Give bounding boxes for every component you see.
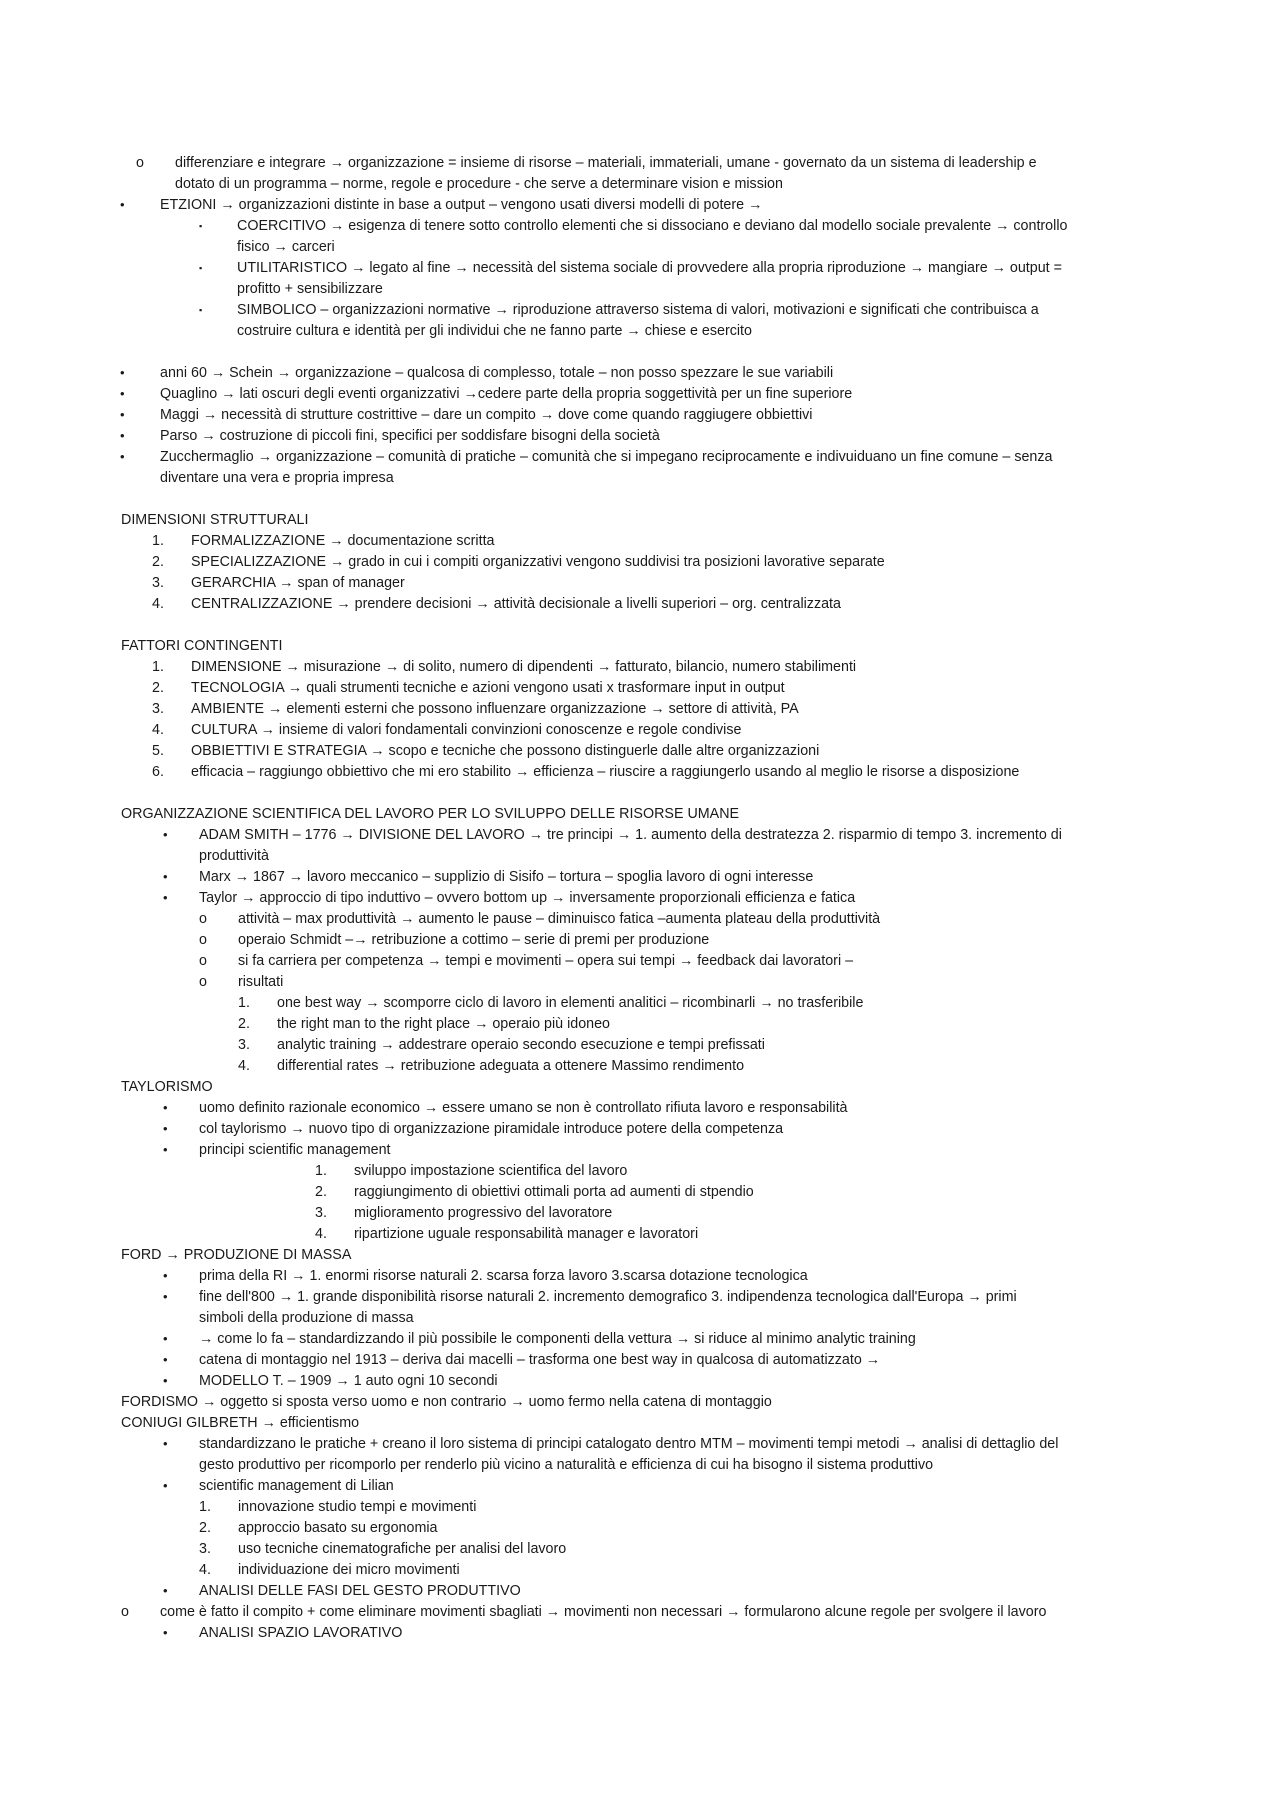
- fordismo-line: FORDISMO → oggetto si sposta verso uomo e non contrario → uomo fermo nella catena di montaggio: [121, 1394, 772, 1410]
- number-marker: 2.: [152, 680, 164, 696]
- ford-item: MODELLO T. – 1909 → 1 auto ogni 10 secondi: [199, 1373, 498, 1389]
- dimensioni-item: CENTRALIZZAZIONE → prendere decisioni → attività decisionale a livelli superiori – org. centralizzata: [191, 596, 841, 612]
- bullet-marker: •: [163, 1121, 168, 1136]
- number-marker: 1.: [238, 995, 250, 1011]
- section-title-ford: FORD → PRODUZIONE DI MASSA: [121, 1247, 352, 1263]
- fattori-item: TECNOLOGIA → quali strumenti tecniche e azioni vengono usati x trasformare input in output: [191, 680, 785, 696]
- marx-line: Marx → 1867 → lavoro meccanico – supplizio di Sisifo – tortura – spoglia lavoro di ogni interesse: [199, 869, 814, 885]
- zucchermaglio-line1: Zucchermaglio → organizzazione – comunità di pratiche – comunità che si impegano reciprocamente e indivuiduano un fine comune – senza: [160, 449, 1053, 465]
- ford-item: prima della RI → 1. enormi risorse naturali 2. scarsa forza lavoro 3.scarsa dotazione tecnologica: [199, 1268, 808, 1284]
- coercitivo-line2: fisico → carceri: [237, 239, 335, 255]
- number-marker: 4.: [315, 1226, 327, 1242]
- ford-item-line2: simboli della produzione di massa: [199, 1310, 414, 1326]
- analisi-spazio-line: ANALISI SPAZIO LAVORATIVO: [199, 1625, 403, 1641]
- results-item: analytic training → addestrare operaio secondo esecuzione e tempi prefissati: [277, 1037, 765, 1053]
- square-bullet-marker: ▪: [199, 263, 203, 273]
- number-marker: 3.: [199, 1541, 211, 1557]
- lilian-item: individuazione dei micro movimenti: [238, 1562, 460, 1578]
- bullet-marker: •: [120, 428, 125, 443]
- bullet-marker: •: [163, 1478, 168, 1493]
- number-marker: 5.: [152, 743, 164, 759]
- dimensioni-item: GERARCHIA → span of manager: [191, 575, 405, 591]
- section-title-fattori: FATTORI CONTINGENTI: [121, 638, 283, 654]
- bullet-marker: •: [163, 827, 168, 842]
- number-marker: 2.: [152, 554, 164, 570]
- number-marker: 3.: [152, 701, 164, 717]
- bullet-marker: •: [163, 1142, 168, 1157]
- utilitaristico-line1: UTILITARISTICO → legato al fine → necessità del sistema sociale di provvedere alla propria riproduzione → mangiare → output =: [237, 260, 1062, 276]
- coercitivo-line1: COERCITIVO → esigenza di tenere sotto controllo elementi che si dissociano e deviano dal modello sociale prevalente → controllo: [237, 218, 1068, 234]
- section-title-osl: ORGANIZZAZIONE SCIENTIFICA DEL LAVORO PER LO SVILUPPO DELLE RISORSE UMANE: [121, 806, 740, 822]
- bullet-marker: •: [120, 365, 125, 380]
- fattori-item: OBBIETTIVI E STRATEGIA → scopo e tecniche che possono distinguerle dalle altre organizzazioni: [191, 743, 820, 759]
- smith-line1: ADAM SMITH – 1776 → DIVISIONE DEL LAVORO → tre principi → 1. aumento della destratezza 2. risparmio di tempo 3. incremento di: [199, 827, 1062, 843]
- principle-item: sviluppo impostazione scientifica del lavoro: [354, 1163, 628, 1179]
- number-marker: 2.: [238, 1016, 250, 1032]
- analisi-fasi-line: ANALISI DELLE FASI DEL GESTO PRODUTTIVO: [199, 1583, 521, 1599]
- number-marker: 4.: [152, 596, 164, 612]
- fattori-item: efficacia – raggiungo obbiettivo che mi ero stabilito → efficienza – riuscire a raggiungerlo usando al meglio le risorse a disposizione: [191, 764, 1020, 780]
- number-marker: 4.: [199, 1562, 211, 1578]
- bullet-marker: •: [163, 1625, 168, 1640]
- number-marker: 2.: [315, 1184, 327, 1200]
- taylor-sub-item: risultati: [238, 974, 284, 990]
- results-item: one best way → scomporre ciclo di lavoro in elementi analitici – ricombinarli → no trasferibile: [277, 995, 864, 1011]
- bullet-marker: •: [120, 449, 125, 464]
- taylor-sub-item: attività – max produttività → aumento le pause – diminuisco fatica –aumenta plateau della produttività: [238, 911, 881, 927]
- number-marker: 3.: [152, 575, 164, 591]
- square-bullet-marker: ▪: [199, 221, 203, 231]
- quaglino-line: Quaglino → lati oscuri degli eventi organizzativi →cedere parte della propria soggettività per un fine superiore: [160, 386, 853, 402]
- simbolico-line1: SIMBOLICO – organizzazioni normative → riproduzione attraverso sistema di valori, motivazioni e significati che contribuisca a: [237, 302, 1039, 318]
- section-title-dimensioni: DIMENSIONI STRUTTURALI: [121, 512, 309, 528]
- dimensioni-item: FORMALIZZAZIONE → documentazione scritta: [191, 533, 495, 549]
- number-marker: 4.: [152, 722, 164, 738]
- principle-item: miglioramento progressivo del lavoratore: [354, 1205, 613, 1221]
- section-title-gilbreth: CONIUGI GILBRETH → efficientismo: [121, 1415, 360, 1431]
- number-marker: 1.: [152, 533, 164, 549]
- utilitaristico-line2: profitto + sensibilizzare: [237, 281, 383, 297]
- results-item: differential rates → retribuzione adeguata a ottenere Massimo rendimento: [277, 1058, 745, 1074]
- bullet-marker: •: [163, 869, 168, 884]
- bullet-marker: •: [163, 1268, 168, 1283]
- square-bullet-marker: ▪: [199, 305, 203, 315]
- gilbreth-item: scientific management di Lilian: [199, 1478, 394, 1494]
- bullet-marker: •: [163, 1100, 168, 1115]
- bullet-marker: •: [163, 1373, 168, 1388]
- lilian-item: innovazione studio tempi e movimenti: [238, 1499, 477, 1515]
- circle-bullet-marker: o: [199, 974, 207, 990]
- bullet-marker: •: [163, 1331, 168, 1346]
- bullet-marker: •: [163, 1583, 168, 1598]
- number-marker: 1.: [315, 1163, 327, 1179]
- number-marker: 3.: [238, 1037, 250, 1053]
- taylor-sub-item: operaio Schmidt –→ retribuzione a cottimo – serie di premi per produzione: [238, 932, 710, 948]
- taylorismo-item: col taylorismo → nuovo tipo di organizzazione piramidale introduce potere della competenza: [199, 1121, 784, 1137]
- circle-bullet-marker: o: [199, 932, 207, 948]
- circle-bullet-marker: o: [199, 911, 207, 927]
- intro-item-line1: differenziare e integrare → organizzazione = insieme di risorse – materiali, immateriali, umane - governato da un sistema di leadership e: [175, 155, 1037, 171]
- principle-item: ripartizione uguale responsabilità manager e lavoratori: [354, 1226, 699, 1242]
- taylorismo-item: principi scientific management: [199, 1142, 391, 1158]
- maggi-line: Maggi → necessità di strutture costrittive – dare un compito → dove come quando raggiugere obbiettivi: [160, 407, 813, 423]
- fattori-item: AMBIENTE → elementi esterni che possono influenzare organizzazione → settore di attività, PA: [191, 701, 799, 717]
- bullet-marker: •: [163, 1352, 168, 1367]
- gilbreth-item-line1: standardizzano le pratiche + creano il loro sistema di principi catalogato dentro MTM – movimenti tempi metodi → analisi di dettaglio del: [199, 1436, 1059, 1452]
- ford-item-line1: fine dell'800 → 1. grande disponibilità risorse naturali 2. incremento demografico 3. indipendenza tecnologica dall'Europa → primi: [199, 1289, 1017, 1305]
- circle-bullet-marker: o: [121, 1604, 129, 1620]
- intro-item-line2: dotato di un programma – norme, regole e procedure - che serve a determinare vision e mission: [175, 176, 783, 192]
- ford-item: → come lo fa – standardizzando il più possibile le componenti della vettura → si riduce al minimo analytic training: [199, 1331, 916, 1347]
- lilian-item: approccio basato su ergonomia: [238, 1520, 438, 1536]
- bullet-marker: •: [120, 197, 125, 212]
- number-marker: 4.: [238, 1058, 250, 1074]
- schein-line: anni 60 → Schein → organizzazione – qualcosa di complesso, totale – non posso spezzare le sue variabili: [160, 365, 834, 381]
- results-item: the right man to the right place → operaio più idoneo: [277, 1016, 611, 1032]
- taylor-line: Taylor → approccio di tipo induttivo – ovvero bottom up → inversamente proporzionali efficienza e fatica: [199, 890, 856, 906]
- come-line: come è fatto il compito + come eliminare movimenti sbagliati → movimenti non necessari → formularono alcune regole per svolgere il lavoro: [160, 1604, 1047, 1620]
- number-marker: 2.: [199, 1520, 211, 1536]
- number-marker: 6.: [152, 764, 164, 780]
- circle-bullet-marker: o: [136, 155, 144, 171]
- bullet-marker: •: [120, 386, 125, 401]
- number-marker: 1.: [199, 1499, 211, 1515]
- bullet-marker: •: [120, 407, 125, 422]
- taylorismo-item: uomo definito razionale economico → essere umano se non è controllato rifiuta lavoro e responsabilità: [199, 1100, 848, 1116]
- number-marker: 1.: [152, 659, 164, 675]
- circle-bullet-marker: o: [199, 953, 207, 969]
- lilian-item: uso tecniche cinematografiche per analisi del lavoro: [238, 1541, 567, 1557]
- fattori-item: CULTURA → insieme di valori fondamentali convinzioni conoscenze e regole condivise: [191, 722, 742, 738]
- bullet-marker: •: [163, 890, 168, 905]
- gilbreth-item-line2: gesto produttivo per ricomporlo per renderlo più vicino a naturalità e efficienza di cui ha bisogno il sistema produttivo: [199, 1457, 934, 1473]
- number-marker: 3.: [315, 1205, 327, 1221]
- ford-item: catena di montaggio nel 1913 – deriva dai macelli – trasforma one best way in qualcosa di automatizzato →: [199, 1352, 881, 1368]
- parso-line: Parso → costruzione di piccoli fini, specifici per soddisfare bisogni della società: [160, 428, 660, 444]
- fattori-item: DIMENSIONE → misurazione → di solito, numero di dipendenti → fatturato, bilancio, numero stabilimenti: [191, 659, 857, 675]
- taylor-sub-item: si fa carriera per competenza → tempi e movimenti – opera sui tempi → feedback dai lavoratori –: [238, 953, 854, 969]
- zucchermaglio-line2: diventare una vera e propria impresa: [160, 470, 394, 486]
- simbolico-line2: costruire cultura e identità per gli individui che ne fanno parte → chiese e esercito: [237, 323, 752, 339]
- bullet-marker: •: [163, 1289, 168, 1304]
- smith-line2: produttività: [199, 848, 269, 864]
- etzioni-line: ETZIONI → organizzazioni distinte in base a output – vengono usati diversi modelli di potere →: [160, 197, 763, 213]
- section-title-taylorismo: TAYLORISMO: [121, 1079, 213, 1095]
- principle-item: raggiungimento di obiettivi ottimali porta ad aumenti di stpendio: [354, 1184, 754, 1200]
- dimensioni-item: SPECIALIZZAZIONE → grado in cui i compiti organizzativi vengono suddivisi tra posizioni lavorative separate: [191, 554, 885, 570]
- bullet-marker: •: [163, 1436, 168, 1451]
